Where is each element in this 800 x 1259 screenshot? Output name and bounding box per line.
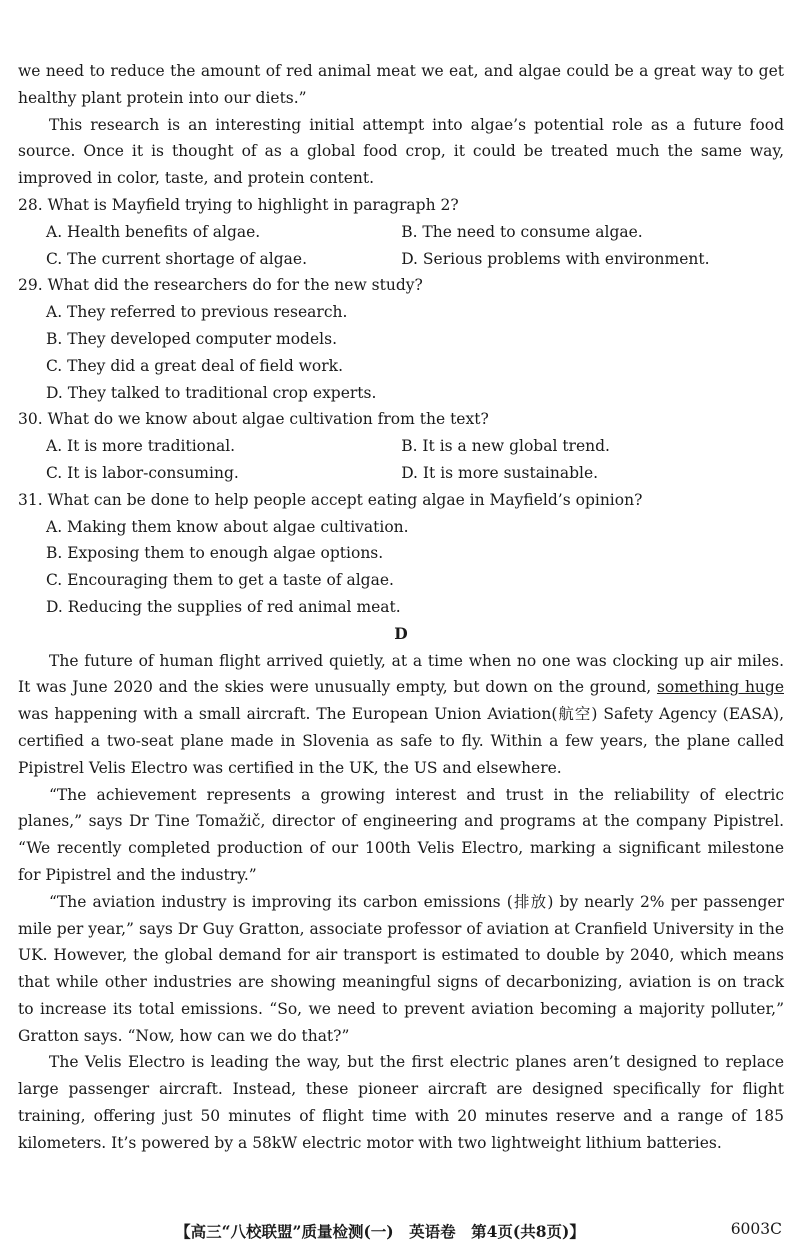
- option-d: D. Reducing the supplies of red animal meat.: [46, 597, 401, 616]
- option-a: A. Health benefits of algae.: [46, 222, 261, 241]
- option-c: C. It is labor-consuming.: [46, 463, 239, 482]
- option-c: C. The current shortage of algae.: [46, 249, 308, 268]
- paragraph-text: was happening with a small aircraft. The European Union Aviation(航空) Safety Agency (EASA), certified a two-seat plane made in Slovenia as safe to fly. Within a few years, the plane called Pipistrel Velis Electro was certified in the UK, the US and elsewhere.: [18, 705, 784, 777]
- passage-d-paragraph: The Velis Electro is leading the way, but the first electric planes aren’t designed to replace large passenger aircraft. Instead, these pioneer aircraft are designed specifically for flight training, offering just 50 minutes of flight time with 20 minutes reserve and a range of 185 kilometers. It’s powered by a 58kW electric motor with two lightweight lithium batteries.: [18, 1053, 784, 1152]
- option-a: A. Making them know about algae cultivation.: [46, 517, 409, 536]
- question-stem: 29. What did the researchers do for the new study?: [18, 276, 423, 295]
- option-b: B. Exposing them to enough algae options.: [46, 544, 384, 563]
- document-page: [18, 58, 784, 1157]
- passage-c-paragraph: This research is an interesting initial attempt into algae’s potential role as a future food source. Once it is thought of as a global food crop, it could be treated much the same way, improved in color, taste, and protein content.: [18, 115, 784, 188]
- passage-d-paragraph: “The achievement represents a growing interest and trust in the reliability of electric planes,” says Dr Tine Tomažič, director of engineering and programs at the company Pipistrel. “We recently completed production of our 100th Velis Electro, marking a significant milestone for Pipistrel and the industry.”: [18, 785, 784, 884]
- passage-c-paragraph: we need to reduce the amount of red animal meat we eat, and algae could be a great way to get healthy plant protein into our diets.”: [18, 62, 784, 107]
- question-31: [18, 487, 784, 621]
- option-d: D. Serious problems with environment.: [401, 249, 710, 268]
- question-stem: 31. What can be done to help people accept eating algae in Mayfield’s opinion?: [18, 490, 643, 509]
- question-30: [18, 406, 784, 486]
- question-29: [18, 272, 784, 406]
- option-a: A. It is more traditional.: [46, 437, 236, 456]
- question-stem: 28. What is Mayfield trying to highlight in paragraph 2?: [18, 195, 459, 214]
- option-c: C. Encouraging them to get a taste of algae.: [46, 571, 394, 590]
- option-a: A. They referred to previous research.: [46, 303, 348, 322]
- option-b: B. It is a new global trend.: [401, 437, 610, 456]
- paragraph-text: The future of human flight arrived quietly, at a time when no one was clocking up air miles. It was June 2020 and the skies were unusually empty, but down on the ground,: [18, 651, 784, 697]
- passage-d-paragraph: “The aviation industry is improving its carbon emissions (排放) by nearly 2% per passenger mile per year,” says Dr Guy Gratton, associate professor of aviation at Cranfield University in the UK. However, the global demand for air transport is estimated to double by 2040, which means that while other industries are showing meaningful signs of decarbonizing, aviation is on track to increase its total emissions. “So, we need to prevent aviation becoming a majority polluter,” Gratton says. “Now, how can we do that?”: [18, 892, 784, 1045]
- underlined-phrase: something huge: [656, 678, 784, 697]
- option-d: D. They talked to traditional crop experts.: [46, 383, 377, 402]
- option-b: B. The need to consume algae.: [401, 222, 643, 241]
- passage-d-paragraph: [18, 648, 784, 782]
- question-28: [18, 192, 784, 272]
- footer-paper-code: 6003C: [730, 1220, 782, 1238]
- option-c: C. They did a great deal of field work.: [46, 356, 343, 375]
- section-heading: D: [394, 623, 408, 643]
- option-b: B. They developed computer models.: [46, 329, 337, 348]
- option-d: D. It is more sustainable.: [401, 463, 599, 482]
- question-stem: 30. What do we know about algae cultivation from the text?: [18, 410, 489, 429]
- footer-exam-info: 【高三“八校联盟”质量检测(一) 英语卷 第4页(共8页)】: [175, 1222, 585, 1241]
